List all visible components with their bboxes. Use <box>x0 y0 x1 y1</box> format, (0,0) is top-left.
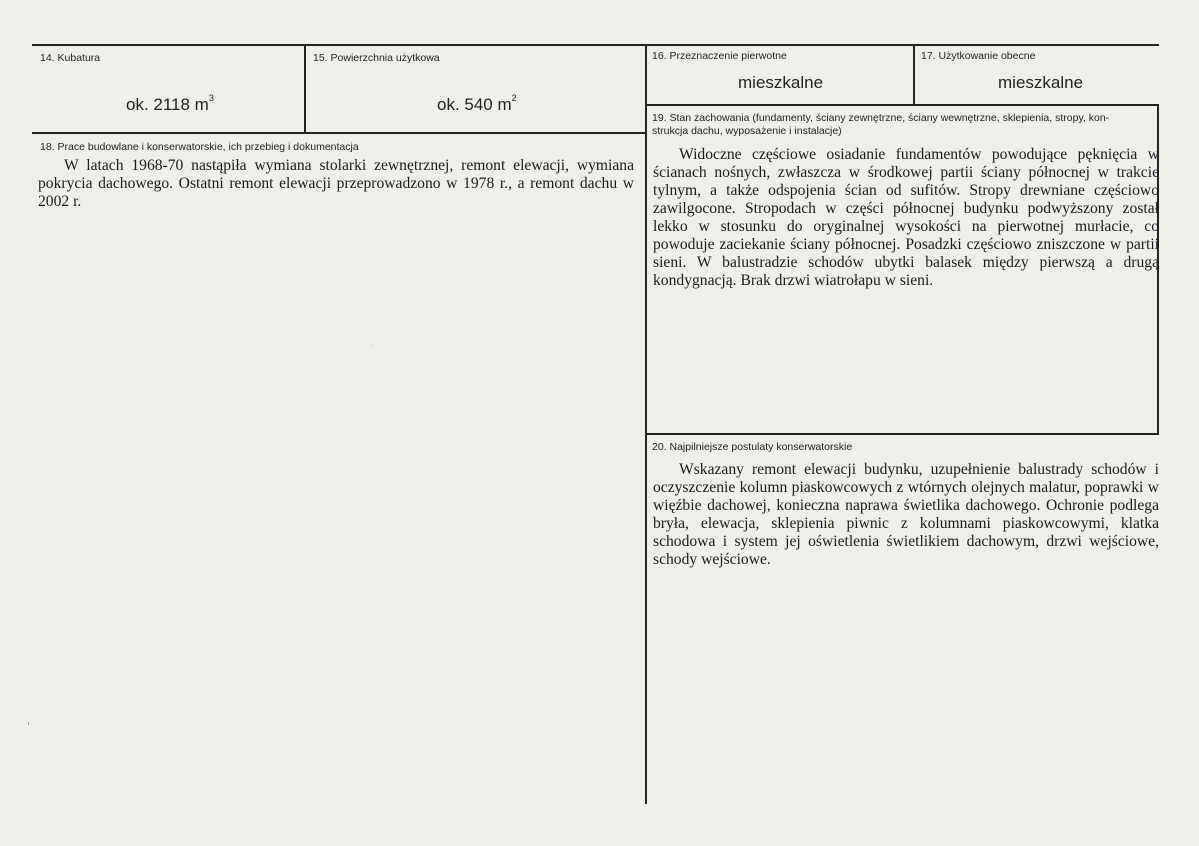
scan-speck <box>372 345 373 346</box>
rule-under-14-15 <box>32 132 646 134</box>
powierzchnia-exponent: 2 <box>511 93 517 103</box>
prace-body: W latach 1968-70 nastąpiła wymiana stolarki zewnętrznej, remont elewacji, wymiana pokrycia dachowego. Ostatni remont elewacji przeprowadzono w 1978 r., a remont dachu w 2002 r. <box>38 157 634 210</box>
postulaty-body: Wskazany remont elewacji budynku, uzupełnienie balustrady schodów i oczyszczenie kolumn piaskowcowych z wtórnych olejnych malatur, poprawki w więźbie dachowej, konieczna naprawa świetlika dachowego. Ochronie podlega bryła, elewacja, sklepienia piwnic z kolumnami piaskowcowymi, klatka schodowa i system jej oświetlenia świetlikiem dachowym, drzwi wejściowe, schody wejściowe. <box>653 461 1159 568</box>
rule-above-20 <box>646 433 1159 435</box>
powierzchnia-label: 15. Powierzchnia użytkowa <box>313 52 440 64</box>
przeznaczenie-label: 16. Przeznaczenie pierwotne <box>652 50 787 62</box>
uzytkowanie-label: 17. Użytkowanie obecne <box>921 50 1036 62</box>
rule-under-16-17 <box>646 104 1159 106</box>
przeznaczenie-value: mieszkalne <box>738 73 824 92</box>
prace-label: 18. Prace budowlane i konserwatorskie, ich przebieg i dokumentacja <box>40 141 359 153</box>
uzytkowanie-value: mieszkalne <box>998 73 1084 92</box>
center-divider <box>645 44 647 804</box>
postulaty-text <box>653 461 1159 569</box>
powierzchnia-value <box>437 95 517 115</box>
kubatura-exponent: 3 <box>208 93 214 103</box>
top-rule <box>32 44 1159 46</box>
powierzchnia-number: ok. 540 m <box>437 95 512 114</box>
divider-14-15 <box>304 44 306 133</box>
kubatura-number: ok. 2118 m <box>126 95 209 114</box>
kubatura-label: 14. Kubatura <box>40 52 101 64</box>
kubatura-value <box>126 95 214 115</box>
scan-speck <box>28 722 29 725</box>
prace-text <box>38 157 634 211</box>
stan-body: Widoczne częściowe osiadanie fundamentów powodujące pęknięcia w ścianach nośnych, zwłaszcza w środkowej partii ściany północnej w trakcie tylnym, a także odspojenia ścian od sufitów. Stropy drewniane częściowo zawilgocone. Stropodach w części północnej budynku podwyższony został lekko w stosunku do oryginalnej wysokości na pierwotnej murłacie, co powoduje zaciekanie ściany północnej. Posadzki częściowo zniszczone w partii sieni. W balustradzie schodów ubytki balasek między pierwszą a drugą kondygnacją. Brak drzwi wiatrołapu w sieni. <box>653 146 1159 289</box>
divider-16-17 <box>913 44 915 105</box>
stan-text <box>653 146 1159 290</box>
stan-label-line2: strukcja dachu, wyposażenie i instalacje) <box>652 125 842 137</box>
postulaty-label: 20. Najpilniejsze postulaty konserwatorskie <box>652 441 853 453</box>
stan-label-line1: 19. Stan zachowania (fundamenty, ściany zewnętrzne, ściany wewnętrzne, sklepienia, stropy, kon- <box>652 112 1110 124</box>
